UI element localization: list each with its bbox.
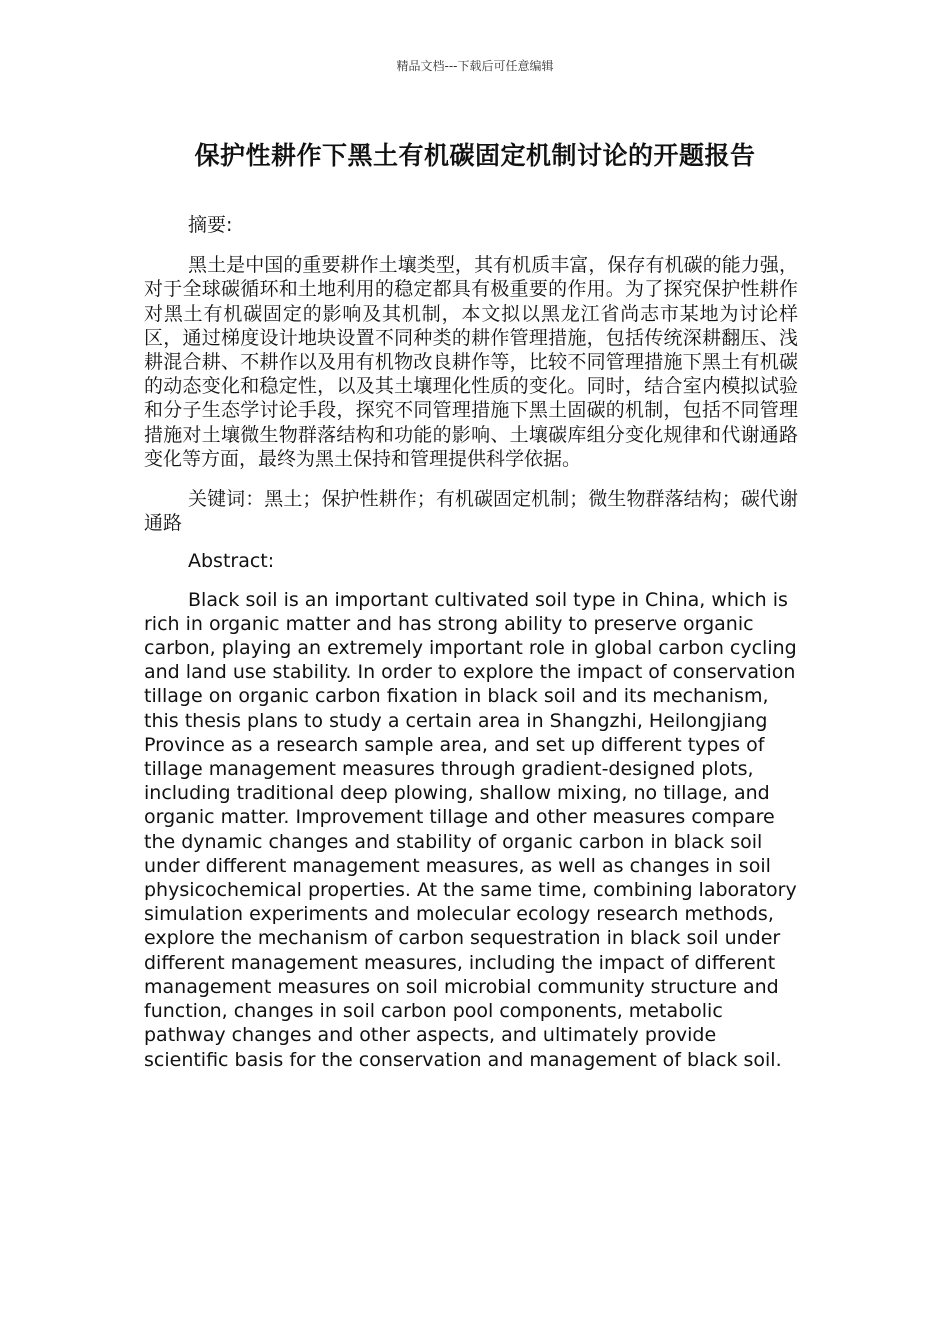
document-header-note: 精品文档---下载后可任意编辑 (396, 59, 554, 73)
abstract-en-label: Abstract: (188, 550, 275, 573)
page-title: 保护性耕作下黑土有机碳固定机制讨论的开题报告 (194, 141, 756, 170)
keywords-line: 关键词：黑土；保护性耕作；有机碳固定机制；微生物群落结构；碳代谢通路 (144, 488, 798, 535)
abstract-cn-body: 黑土是中国的重要耕作土壤类型，其有机质丰富，保存有机碳的能力强，对于全球碳循环和土地利用的稳定都具有极重要的作用。为了探究保护性耕作对黑土有机碳固定的影响及其机制，本文拟以黑龙江省尚志市某地为讨论样区，通过梯度设计地块设置不同种类的耕作管理措施，包括传统深耕翻压、浅耕混合耕、不耕作以及用有机物改良耕作等，比较不同管理措施下黑土有机碳的动态变化和稳定性，以及其土壤理化性质的变化。同时，结合室内模拟试验和分子生态学讨论手段，探究不同管理措施下黑土固碳的机制，包括不同管理措施对土壤微生物群落结构和功能的影响、土壤碳库组分变化规律和代谢通路变化等方面，最终为黑土保持和管理提供科学依据。 (144, 254, 798, 470)
abstract-en-body: Black soil is an important cultivated soil type in China, which is rich in organic matter and has strong ability to preserve organic carbon, playing an extremely important role in global carbon cycling and land use stability. In order to explore the impact of conservation tillage on organic carbon fixation in black soil and its mechanism, this thesis plans to study a certain area in Shangzhi, Heilongjiang Province as a research sample area, and set up different types of tillage management measures through gradient-designed plots, including traditional deep plowing, shallow mixing, no tillage, and organic matter. Improvement tillage and other measures compare the dynamic changes and stability of organic carbon in black soil under different management measures, as well as changes in soil physicochemical properties. At the same time, combining laboratory simulation experiments and molecular ecology research methods, explore the mechanism of carbon sequestration in black soil under different management measures, including the impact of different management measures on soil microbial community structure and function, changes in soil carbon pool components, metabolic pathway changes and other aspects, and ultimately provide scientific basis for the conservation and management of black soil. (144, 588, 797, 1071)
document-body (144, 213, 798, 1072)
abstract-cn-label: 摘要: (188, 214, 233, 236)
